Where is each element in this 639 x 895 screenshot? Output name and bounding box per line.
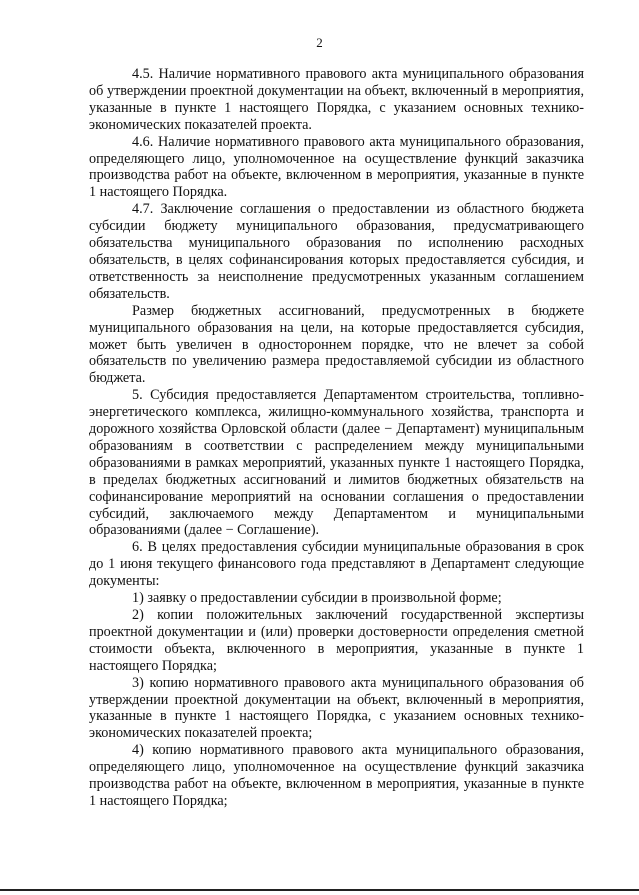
paragraph-5: 5. Субсидия предоставляется Департаментом строительства, топливно-энергетического комплекса, жилищно-коммунального хозяйства, транспорта и дорожного хозяйства Орловской области (далее − Департамент) муниципальным образованиям в соответствии с распределением между муниципальными образованиями в рамках мероприятий, указанных пункте 1 настоящего Порядка, в пределах бюджетных ассигнований и лимитов бюджетных обязательств на софинансирование мероприятий на основании соглашения о предоставлении субсидий, заключаемого между Департаментом и муниципальными образованиями (далее − Соглашение).: [89, 387, 584, 539]
bottom-rule: [0, 889, 639, 891]
list-item-3: 3) копию нормативного правового акта муниципального образования об утверждении проектной документации на объект, включенный в мероприятия, указанные в пункте 1 настоящего Порядка, с указанием основных технико-экономических показателей проекта;: [89, 674, 584, 742]
paragraph-4-7: 4.7. Заключение соглашения о предоставлении из областного бюджета субсидии бюджету муниципального образования, предусматривающего обязательства муниципального образования по исполнению расходных обязательств, в целях софинансирования которых предоставляется субсидия, и ответственность за неисполнение предусмотренных указанным соглашением обязательств.: [89, 201, 584, 302]
paragraph-4-6: 4.6. Наличие нормативного правового акта муниципального образования, определяющего лицо, уполномоченное на осуществление функций заказчика производства работ на объекте, включенном в мероприятия, указанные в пункте 1 настоящего Порядка.: [89, 133, 584, 201]
list-item-2: 2) копии положительных заключений государственной экспертизы проектной документации и (или) проверки достоверности определения сметной стоимости объекта, включенного в мероприятия, указанные в пункте 1 настоящего Порядка;: [89, 607, 584, 674]
document-body: [89, 66, 584, 810]
paragraph-4-5: 4.5. Наличие нормативного правового акта муниципального образования об утверждении проектной документации на объект, включенный в мероприятия, указанные в пункте 1 настоящего Порядка, с указанием основных технико-экономических показателей проекта.: [89, 66, 584, 133]
list-item-4: 4) копию нормативного правового акта муниципального образования, определяющего лицо, уполномоченное на осуществление функций заказчика производства работ на объекте, включенном в мероприятия, указанные в пункте 1 настоящего Порядка;: [89, 742, 584, 809]
paragraph-budget-allocations: Размер бюджетных ассигнований, предусмотренных в бюджете муниципального образования на цели, на которые предоставляется субсидия, может быть увеличен в одностороннем порядке, что не влечет за собой обязательств по увеличению размера предоставляемой субсидии из областного бюджета.: [89, 302, 584, 387]
paragraph-6: 6. В целях предоставления субсидии муниципальные образования в срок до 1 июня текущего финансового года представляют в Департамент следующие документы:: [89, 539, 584, 590]
list-item-1: 1) заявку о предоставлении субсидии в произвольной форме;: [132, 590, 502, 607]
page-number: 2: [316, 35, 323, 50]
